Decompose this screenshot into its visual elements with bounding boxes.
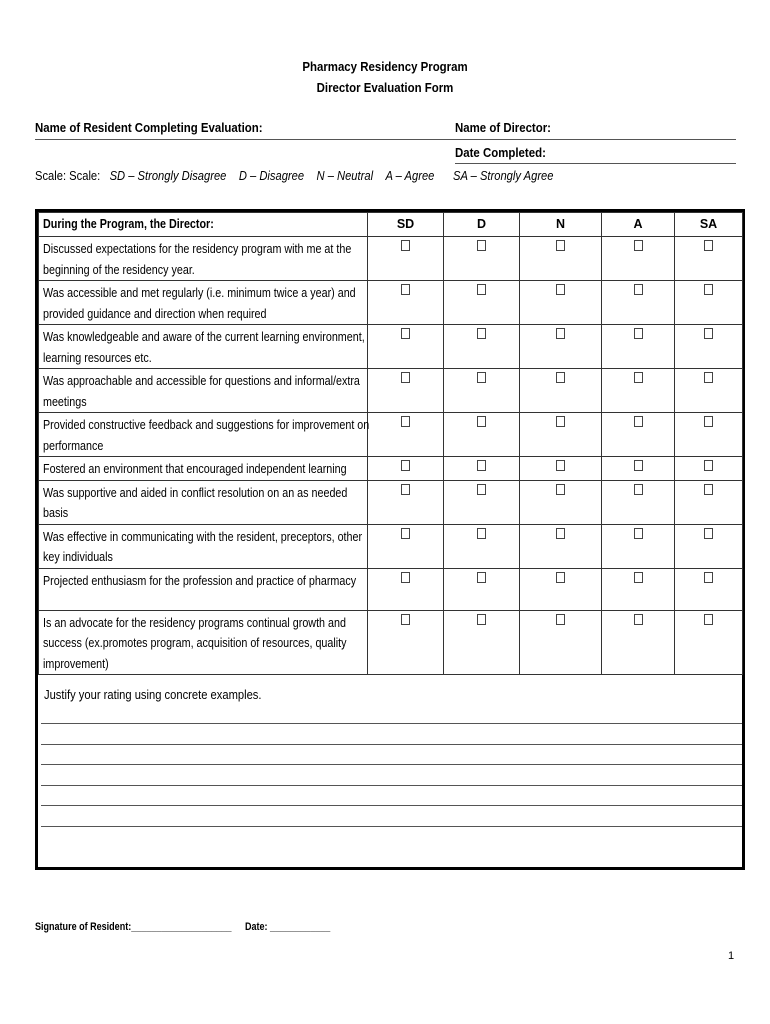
checkbox-n[interactable]	[556, 528, 565, 539]
rating-cell-d	[444, 369, 520, 413]
rating-cell-sa	[675, 369, 743, 413]
table-row	[39, 413, 743, 457]
rating-cell-sd	[368, 457, 444, 481]
scale-prefix: Scale: Scale:	[35, 168, 101, 183]
resident-name-label: Name of Resident Completing Evaluation:	[35, 120, 263, 135]
justify-line-3[interactable]	[41, 764, 742, 765]
rating-cell-sa	[675, 457, 743, 481]
rating-cell-sa	[675, 325, 743, 369]
checkbox-a[interactable]	[634, 240, 643, 251]
rating-cell-sd	[368, 524, 444, 568]
rating-cell-sa	[675, 281, 743, 325]
checkbox-sa[interactable]	[704, 284, 713, 295]
statement-cell	[39, 568, 368, 610]
checkbox-n[interactable]	[556, 372, 565, 383]
statement-text: Discussed expectations for the residency program with me at the beginning of the residency year.	[43, 242, 352, 277]
date-completed-label: Date Completed:	[455, 145, 546, 160]
rating-cell-d	[444, 325, 520, 369]
checkbox-sa[interactable]	[704, 614, 713, 625]
rating-cell-sd	[368, 568, 444, 610]
rating-cell-a	[602, 369, 675, 413]
rating-cell-sa	[675, 524, 743, 568]
rating-cell-sa	[675, 237, 743, 281]
checkbox-a[interactable]	[634, 460, 643, 471]
column-sa: SA	[675, 213, 743, 237]
rating-cell-a	[602, 457, 675, 481]
checkbox-a[interactable]	[634, 284, 643, 295]
statement-cell	[39, 325, 368, 369]
checkbox-d[interactable]	[477, 372, 486, 383]
rating-cell-d	[444, 568, 520, 610]
checkbox-a[interactable]	[634, 416, 643, 427]
justify-line-1[interactable]	[41, 723, 742, 724]
statement-cell	[39, 457, 368, 481]
rating-cell-sd	[368, 480, 444, 524]
rating-cell-n	[520, 610, 602, 675]
rating-cell-n	[520, 568, 602, 610]
statement-cell	[39, 480, 368, 524]
rating-cell-n	[520, 413, 602, 457]
checkbox-sa[interactable]	[704, 460, 713, 471]
checkbox-sd[interactable]	[401, 284, 410, 295]
signature-field[interactable]: Signature of Resident:____________________	[35, 921, 232, 933]
header-rule-2	[455, 163, 736, 164]
rating-cell-a	[602, 413, 675, 457]
checkbox-sa[interactable]	[704, 240, 713, 251]
rating-cell-sd	[368, 237, 444, 281]
scale-sd: SD – Strongly Disagree	[109, 168, 227, 183]
column-d: D	[444, 213, 520, 237]
rating-cell-d	[444, 480, 520, 524]
table-row	[39, 568, 743, 610]
checkbox-sd[interactable]	[401, 372, 410, 383]
rating-cell-a	[602, 610, 675, 675]
checkbox-d[interactable]	[477, 240, 486, 251]
checkbox-sd[interactable]	[401, 460, 410, 471]
statement-cell	[39, 610, 368, 675]
table-row	[39, 325, 743, 369]
checkbox-sa[interactable]	[704, 372, 713, 383]
checkbox-d[interactable]	[477, 460, 486, 471]
checkbox-a[interactable]	[634, 572, 643, 583]
rating-cell-d	[444, 610, 520, 675]
statement-cell	[39, 369, 368, 413]
rating-cell-sd	[368, 610, 444, 675]
checkbox-sd[interactable]	[401, 328, 410, 339]
table-row	[39, 281, 743, 325]
justify-line-5[interactable]	[41, 805, 742, 806]
header-rule-1	[35, 139, 736, 140]
rating-cell-sa	[675, 413, 743, 457]
checkbox-a[interactable]	[634, 484, 643, 495]
checkbox-n[interactable]	[556, 572, 565, 583]
rating-cell-sd	[368, 281, 444, 325]
checkbox-d[interactable]	[477, 328, 486, 339]
rating-cell-d	[444, 413, 520, 457]
checkbox-sd[interactable]	[401, 572, 410, 583]
page-number: 1	[728, 950, 735, 962]
director-name-label: Name of Director:	[455, 120, 551, 135]
rating-cell-sa	[675, 568, 743, 610]
checkbox-sa[interactable]	[704, 484, 713, 495]
evaluation-table	[35, 209, 745, 870]
rating-cell-a	[602, 325, 675, 369]
rating-cell-sd	[368, 369, 444, 413]
checkbox-n[interactable]	[556, 484, 565, 495]
rating-cell-d	[444, 457, 520, 481]
statement-text: Was effective in communicating with the resident, preceptors, other key individuals	[43, 529, 363, 564]
table-row	[39, 524, 743, 568]
checkbox-d[interactable]	[477, 572, 486, 583]
statement-text: Was knowledgeable and aware of the current learning environment, learning resources etc.	[43, 330, 365, 365]
checkbox-sd[interactable]	[401, 614, 410, 625]
column-a: A	[602, 213, 675, 237]
rating-cell-n	[520, 281, 602, 325]
checkbox-d[interactable]	[477, 528, 486, 539]
rating-cell-sd	[368, 325, 444, 369]
checkbox-sd[interactable]	[401, 240, 410, 251]
checkbox-n[interactable]	[556, 614, 565, 625]
rating-cell-n	[520, 325, 602, 369]
statement-text: Was accessible and met regularly (i.e. minimum twice a year) and provided guidance and direction when required	[43, 286, 356, 321]
statement-text: Was supportive and aided in conflict resolution on an as needed basis	[43, 485, 348, 520]
statement-cell	[39, 413, 368, 457]
checkbox-d[interactable]	[477, 614, 486, 625]
statement-text: Was approachable and accessible for questions and informal/extra meetings	[43, 374, 360, 409]
checkbox-sa[interactable]	[704, 328, 713, 339]
justify-line-4[interactable]	[41, 785, 742, 786]
checkbox-n[interactable]	[556, 328, 565, 339]
checkbox-sd[interactable]	[401, 484, 410, 495]
rating-cell-d	[444, 237, 520, 281]
statement-cell	[39, 281, 368, 325]
statement-cell	[39, 524, 368, 568]
checkbox-n[interactable]	[556, 240, 565, 251]
checkbox-sa[interactable]	[704, 528, 713, 539]
form-subtitle: Director Evaluation Form	[316, 80, 454, 95]
form-title: Pharmacy Residency Program	[302, 59, 468, 74]
rating-cell-sa	[675, 610, 743, 675]
rating-cell-n	[520, 480, 602, 524]
table-row	[39, 237, 743, 281]
table-row	[39, 480, 743, 524]
rating-cell-a	[602, 568, 675, 610]
table-heading: During the Program, the Director:	[39, 213, 368, 237]
statement-text: Projected enthusiasm for the profession and practice of pharmacy	[43, 573, 357, 588]
checkbox-sa[interactable]	[704, 416, 713, 427]
statement-cell	[39, 237, 368, 281]
scale-sa: SA – Strongly Agree	[453, 168, 554, 183]
column-n: N	[520, 213, 602, 237]
table-row	[39, 369, 743, 413]
checkbox-a[interactable]	[634, 614, 643, 625]
checkbox-d[interactable]	[477, 284, 486, 295]
scale-a: A – Agree	[385, 168, 435, 183]
checkbox-d[interactable]	[477, 416, 486, 427]
table-row	[39, 457, 743, 481]
rating-cell-n	[520, 524, 602, 568]
rating-cell-sa	[675, 480, 743, 524]
rating-cell-n	[520, 369, 602, 413]
checkbox-sd[interactable]	[401, 416, 410, 427]
rating-cell-sd	[368, 413, 444, 457]
rating-cell-a	[602, 480, 675, 524]
justify-label: Justify your rating using concrete examples.	[44, 687, 262, 702]
checkbox-n[interactable]	[556, 460, 565, 471]
checkbox-n[interactable]	[556, 416, 565, 427]
scale-d: D – Disagree	[238, 168, 305, 183]
checkbox-a[interactable]	[634, 328, 643, 339]
checkbox-a[interactable]	[634, 528, 643, 539]
statement-text: Fostered an environment that encouraged independent learning	[43, 462, 347, 476]
justify-line-6[interactable]	[41, 826, 742, 827]
rating-cell-d	[444, 524, 520, 568]
statement-text: Provided constructive feedback and suggestions for improvement on performance	[43, 418, 370, 453]
rating-cell-n	[520, 237, 602, 281]
rating-cell-a	[602, 281, 675, 325]
signature-date-field[interactable]: Date: ____________	[245, 921, 331, 933]
justify-line-2[interactable]	[41, 744, 742, 745]
column-sd: SD	[368, 213, 444, 237]
scale-n: N – Neutral	[316, 168, 374, 183]
rating-scale	[35, 168, 553, 183]
checkbox-a[interactable]	[634, 372, 643, 383]
rating-cell-d	[444, 281, 520, 325]
rating-cell-a	[602, 237, 675, 281]
table-row	[39, 610, 743, 675]
rating-cell-n	[520, 457, 602, 481]
rating-cell-a	[602, 524, 675, 568]
checkbox-sa[interactable]	[704, 572, 713, 583]
checkbox-sd[interactable]	[401, 528, 410, 539]
checkbox-n[interactable]	[556, 284, 565, 295]
statement-text: Is an advocate for the residency programs continual growth and success (ex.promotes program, acquisition of resources, quality improvement)	[43, 615, 347, 671]
checkbox-d[interactable]	[477, 484, 486, 495]
